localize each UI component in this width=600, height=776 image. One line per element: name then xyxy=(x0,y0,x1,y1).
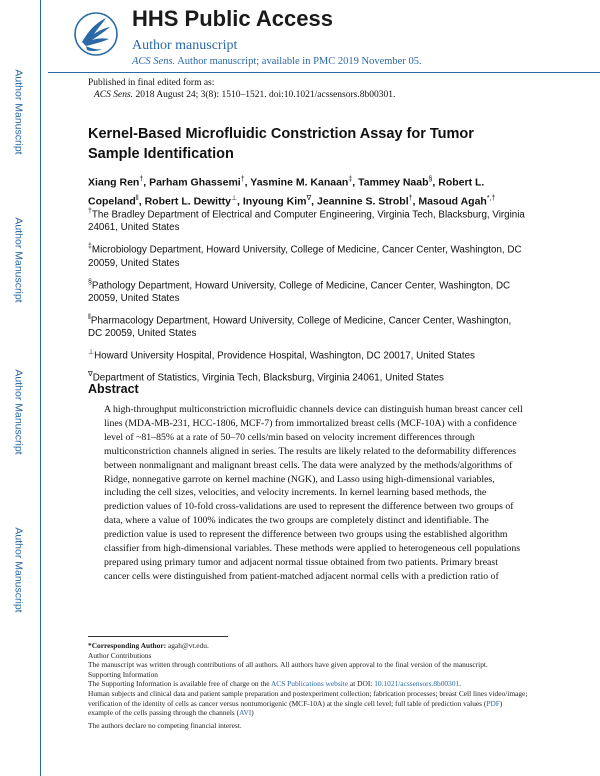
affiliation-list xyxy=(88,205,528,391)
header-journal: ACS Sens. xyxy=(132,56,176,67)
supporting-description: Human subjects and clinical data and patient sample preparation and postexperiment collection; fabrication processes; breast Cell lines video/image; verification of the identity of cells as cancer versus nontumorigenic (MCF-10A) at the single cell level; full table of prediction values (PDF) example of the cells passing through the channels (AVI) xyxy=(88,688,528,718)
publication-citation: 2018 August 24; 3(8): 1510–1521. doi:10.1021/acssensors.8b00301. xyxy=(133,90,396,100)
publication-journal: ACS Sens. xyxy=(94,90,134,100)
header-availability: ACS Sens. Author manuscript; available in PMC 2019 November 05. xyxy=(132,56,422,67)
author-name: Yasmine M. Kanaan xyxy=(250,176,349,189)
header-title: HHS Public Access xyxy=(132,6,333,31)
sidebar-label: Author Manuscript xyxy=(13,217,25,303)
affiliation: ‡Microbiology Department, Howard University, College of Medicine, Cancer Center, Washington, DC 20059, United States xyxy=(88,243,522,269)
pdf-link[interactable]: PDF xyxy=(486,698,500,708)
sidebar-label: Author Manuscript xyxy=(13,69,25,155)
sidebar-label: Author Manuscript xyxy=(13,527,25,613)
supporting-heading: Supporting Information xyxy=(88,669,158,679)
author-name: Inyoung Kim xyxy=(242,195,307,207)
author-name: Jeannine S. Strobl xyxy=(317,195,409,207)
author-name: Xiang Ren xyxy=(88,176,140,189)
header-rule xyxy=(48,72,600,73)
author-list: Xiang Ren†, Parham Ghassemi†, Yasmine M. Kanaan‡, Tammey Naab§, Robert L. Copeland‖, Robert L. Dewitty⊥, Inyoung Kim∇, Jeannine S. Strobl†, Masoud Agah*,† xyxy=(88,176,496,207)
affiliation: †The Bradley Department of Electrical and Computer Engineering, Virginia Tech, Blacksburg, Virginia 24061, United States xyxy=(88,208,525,234)
author-name: Masoud Agah xyxy=(418,195,487,207)
avi-link[interactable]: AVI xyxy=(239,708,252,718)
author-name: Parham Ghassemi xyxy=(149,176,241,189)
sidebar-divider xyxy=(40,0,41,776)
author-name: Robert L. Copeland xyxy=(88,176,485,207)
footnotes xyxy=(88,641,528,730)
affiliation: ‖Pharmacology Department, Howard University, College of Medicine, Cancer Center, Washington, DC 20059, United States xyxy=(88,313,512,340)
affiliation: ⊥Howard University Hospital, Providence Hospital, Washington, DC 20017, United States xyxy=(88,349,475,362)
contributions-heading: Author Contributions xyxy=(88,650,152,660)
header-subtitle: Author manuscript xyxy=(132,38,238,53)
publication-info: Published in final edited form as: ACS Sens. 2018 August 24; 3(8): 1510–1521. doi:10.1021/acssensors.8b00301. xyxy=(88,78,396,100)
abstract-text: A high-throughput multiconstriction microfluidic channels device can distinguish human breast cancer cell lines (MDA-MB-231, HCC-1806, MCF-7) from immortalized breast cells (MCF-10A) with a confidence level of ~81–85% at a rate of 50–70 cells/min based on velocity increment differences through multiconstriction channels aligned in series. The results are likely related to the deformability differences between nonmalignant and malignant breast cells. The data were analyzed by the methods/algorithms of Ridge, nonnegative garrote on kernel machine (NGK), and Lasso using high-dimensional variables, including the cell sizes, velocities, and velocity increments. In kernel learning based methods, the prediction values of 10-fold cross-validations are used to represent the difference between two groups of data, where a value of 100% indicates the two groups are completely distinct and identifiable. The prediction value is used to represent the difference between two groups using the established algorithm classifier from high-dimensional variables. These methods were applied to heterogeneous cell populations prepared using primary tumor and adjacent normal tissue obtained from two patients. Primary breast cancer cells were distinguished from patient-matched adjacent normal cells with a prediction ratio of xyxy=(104,404,523,582)
article-title: Kernel-Based Microfluidic Constriction Assay for Tumor Sample Identification xyxy=(88,126,474,162)
author-name: Tammey Naab xyxy=(358,176,429,189)
corresponding-author: *Corresponding Author: agah@vt.edu. xyxy=(88,641,209,650)
affiliation: ∇Department of Statistics, Virginia Tech, Blacksburg, Virginia 24061, United States xyxy=(88,371,444,384)
hhs-eagle-logo-icon xyxy=(72,8,120,60)
doi-link[interactable]: 10.1021/acssensors.8b00301 xyxy=(374,679,460,689)
competing-interest: The authors declare no competing financial interest. xyxy=(88,720,242,730)
author-manuscript-sidebar xyxy=(0,0,48,776)
author-name: Robert L. Dewitty xyxy=(144,195,231,207)
footnote-rule xyxy=(88,636,228,637)
abstract-heading: Abstract xyxy=(88,382,139,396)
affiliation: §Pathology Department, Howard University, College of Medicine, Cancer Center, Washington, DC 20059, United States xyxy=(88,278,511,304)
sidebar-label: Author Manuscript xyxy=(13,369,25,455)
supporting-text: The Supporting Information is available free of charge on the ACS Publications website at DOI: 10.1021/acssensors.8b00301. xyxy=(88,679,462,689)
contributions-text: The manuscript was written through contributions of all authors. All authors have given approval to the final version of the manuscript. xyxy=(88,660,488,670)
acs-website-link[interactable]: ACS Publications website xyxy=(270,679,349,689)
